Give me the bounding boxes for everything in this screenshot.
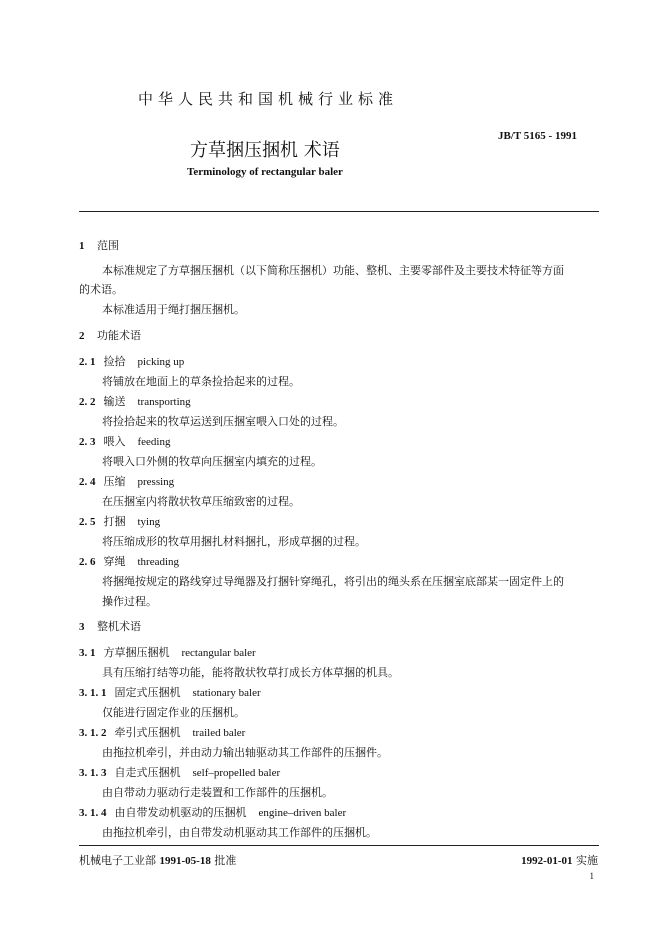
term-zh: 穿绳 — [103, 555, 126, 568]
standard-code: JB/T 5165 - 1991 — [498, 130, 577, 142]
term-en: pressing — [137, 476, 175, 488]
section-number: 3 — [79, 621, 85, 633]
term-entry — [79, 433, 170, 449]
term-zh: 捡拾 — [103, 355, 126, 368]
term-zh: 喂入 — [103, 435, 126, 448]
term-entry — [79, 764, 280, 780]
term-number: 2. 6 — [79, 556, 96, 568]
term-zh: 自走式压捆机 — [114, 766, 181, 779]
document-title-zh: 方草捆压捆机 术语 — [190, 140, 340, 161]
page-number: 1 — [589, 871, 594, 881]
term-definition: 将喂入口外侧的牧草向压捆室内填充的过程。 — [102, 455, 322, 468]
term-entry — [79, 473, 174, 489]
approval-line — [79, 852, 236, 868]
term-number: 3. 1 — [79, 647, 96, 659]
term-zh: 输送 — [103, 395, 126, 408]
term-definition: 将铺放在地面上的草条捡拾起来的过程。 — [102, 375, 300, 388]
term-entry — [79, 804, 346, 820]
scope-paragraph-line: 的术语。 — [79, 283, 123, 296]
term-definition: 由自带动力驱动行走装置和工作部件的压捆机。 — [102, 786, 333, 799]
term-zh: 打捆 — [103, 515, 126, 528]
term-entry — [79, 644, 256, 660]
term-number: 3. 1. 2 — [79, 727, 107, 739]
term-entry — [79, 513, 160, 529]
term-entry — [79, 684, 261, 700]
term-definition: 由拖拉机牵引，由自带发动机驱动其工作部件的压捆机。 — [102, 826, 377, 839]
section-title: 范围 — [97, 239, 119, 252]
effective-date: 1992-01-01 — [521, 855, 573, 867]
term-number: 3. 1. 1 — [79, 687, 107, 699]
term-number: 2. 5 — [79, 516, 96, 528]
standard-org-title: 中华人民共和国机械行业标准 — [138, 90, 399, 108]
term-en: stationary baler — [192, 687, 261, 699]
term-definition: 仅能进行固定作业的压捆机。 — [102, 706, 245, 719]
term-definition: 将压缩成形的牧草用捆扎材料捆扎，形成草捆的过程。 — [102, 535, 366, 548]
term-en: feeding — [137, 436, 171, 448]
section-title: 功能术语 — [97, 329, 141, 342]
term-en: tying — [137, 516, 161, 528]
approved-date: 1991-05-18 — [159, 855, 211, 867]
term-en: trailed baler — [192, 727, 246, 739]
effective-line — [521, 852, 598, 868]
scope-paragraph-line: 本标准规定了方草捆压捆机（以下简称压捆机）功能、整机、主要零部件及主要技术特征等方面 — [102, 264, 564, 277]
footer-divider — [79, 845, 599, 846]
term-number: 3. 1. 4 — [79, 807, 107, 819]
term-en: self–propelled baler — [192, 767, 281, 779]
term-entry — [79, 393, 191, 409]
term-definition: 将捡拾起来的牧草运送到压捆室喂入口处的过程。 — [102, 415, 344, 428]
term-entry — [79, 724, 245, 740]
term-definition: 在压捆室内将散状牧草压缩致密的过程。 — [102, 495, 300, 508]
term-en: rectangular baler — [181, 647, 256, 659]
term-entry — [79, 553, 179, 569]
term-number: 2. 1 — [79, 356, 96, 368]
term-number: 3. 1. 3 — [79, 767, 107, 779]
approved-by: 机械电子工业部 — [79, 854, 156, 867]
section-heading — [79, 237, 119, 253]
term-en: picking up — [137, 356, 185, 368]
section-title: 整机术语 — [97, 620, 141, 633]
term-en: engine–driven baler — [258, 807, 347, 819]
term-definition: 将捆绳按规定的路线穿过导绳器及打捆针穿绳孔，将引出的绳头系在压捆室底部某一固定件上的 — [102, 575, 564, 588]
term-zh: 方草捆压捆机 — [103, 646, 170, 659]
term-en: threading — [137, 556, 180, 568]
term-number: 2. 3 — [79, 436, 96, 448]
document-title-en: Terminology of rectangular baler — [187, 166, 343, 178]
approved-label: 批准 — [214, 854, 237, 867]
term-zh: 由自带发动机驱动的压捆机 — [114, 806, 247, 819]
term-en: transporting — [137, 396, 191, 408]
section-heading — [79, 618, 141, 634]
section-heading — [79, 327, 141, 343]
term-definition: 操作过程。 — [102, 595, 157, 608]
scope-paragraph: 本标准适用于绳打捆压捆机。 — [102, 303, 245, 316]
term-number: 2. 4 — [79, 476, 96, 488]
term-definition: 由拖拉机牵引，并由动力输出轴驱动其工作部件的压捆件。 — [102, 746, 388, 759]
term-entry — [79, 353, 184, 369]
section-number: 2 — [79, 330, 85, 342]
section-number: 1 — [79, 240, 85, 252]
term-number: 2. 2 — [79, 396, 96, 408]
term-zh: 压缩 — [103, 475, 126, 488]
term-zh: 固定式压捆机 — [114, 686, 181, 699]
header-divider — [79, 211, 599, 212]
term-zh: 牵引式压捆机 — [114, 726, 181, 739]
term-definition: 具有压缩打结等功能，能将散状牧草打成长方体草捆的机具。 — [102, 666, 399, 679]
effective-label: 实施 — [576, 854, 598, 867]
